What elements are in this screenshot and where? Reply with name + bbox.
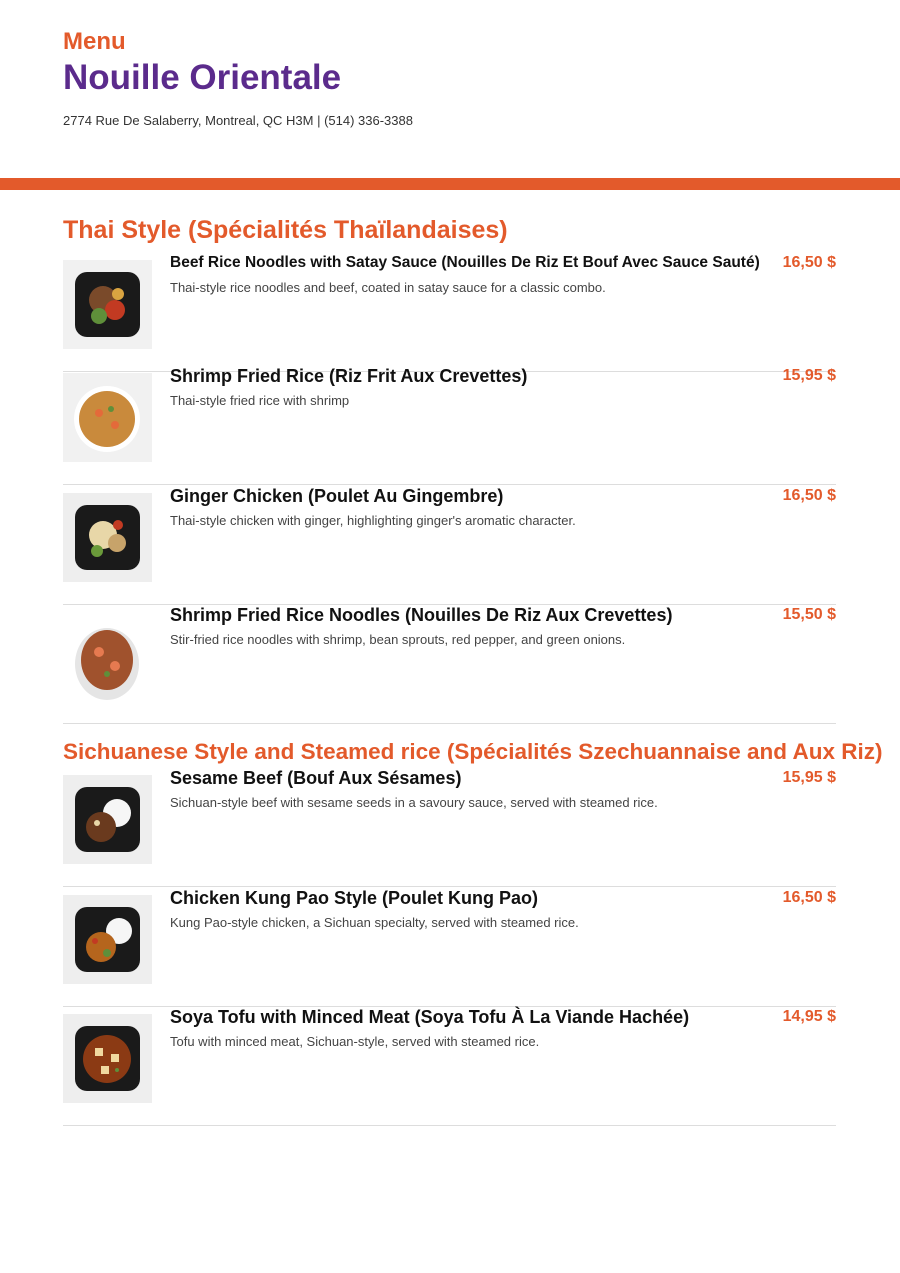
section-title-sichuanese: Sichuanese Style and Steamed rice (Spécialités Szechuannaise and Aux Riz) (63, 739, 883, 764)
menu-item[interactable] (63, 767, 836, 887)
item-divider (63, 723, 836, 724)
item-name: Shrimp Fried Rice Noodles (Nouilles De Riz Aux Crevettes) (170, 605, 673, 625)
menu-item[interactable] (63, 887, 836, 1007)
dish-photo (63, 373, 152, 462)
item-name: Chicken Kung Pao Style (Poulet Kung Pao) (170, 888, 539, 908)
dish-photo (63, 493, 152, 582)
item-divider (63, 1125, 836, 1126)
restaurant-name: Nouille Orientale (63, 58, 342, 97)
item-name: Ginger Chicken (Poulet Au Gingembre) (170, 486, 504, 506)
item-name: Shrimp Fried Rice (Riz Frit Aux Crevettes) (170, 366, 528, 386)
dish-photo (63, 1014, 152, 1103)
item-description: Thai-style rice noodles and beef, coated in satay sauce for a classic combo. (170, 280, 606, 295)
item-name: Soya Tofu with Minced Meat (Soya Tofu À La Viande Hachée) (170, 1007, 690, 1027)
dish-photo (63, 260, 152, 349)
item-price: 15,95 $ (782, 367, 836, 384)
restaurant-address: 2774 Rue De Salaberry, Montreal, QC H3M | (514) 336-3388 (63, 113, 413, 128)
dish-photo (63, 612, 152, 701)
item-price: 16,50 $ (782, 254, 836, 271)
item-price: 15,50 $ (782, 606, 836, 623)
item-name: Beef Rice Noodles with Satay Sauce (Nouilles De Riz Et Bouf Avec Sauce Sauté) (170, 254, 760, 271)
item-description: Thai-style fried rice with shrimp (170, 393, 350, 408)
item-description: Sichuan-style beef with sesame seeds in a savoury sauce, served with steamed rice. (170, 795, 658, 810)
dish-photo (63, 895, 152, 984)
item-description: Stir-fried rice noodles with shrimp, bean sprouts, red pepper, and green onions. (170, 632, 626, 647)
menu-item[interactable] (63, 604, 836, 724)
menu-item[interactable] (63, 252, 836, 372)
item-name: Sesame Beef (Bouf Aux Sésames) (170, 768, 462, 788)
item-price: 15,95 $ (782, 769, 836, 786)
section-title-thai: Thai Style (Spécialités Thaïlandaises) (63, 216, 508, 244)
item-description: Tofu with minced meat, Sichuan-style, served with steamed rice. (170, 1034, 540, 1049)
menu-header (63, 28, 863, 129)
menu-label: Menu (63, 28, 126, 55)
menu-item[interactable] (63, 485, 836, 605)
item-description: Thai-style chicken with ginger, highlighting ginger's aromatic character. (170, 513, 576, 528)
item-price: 16,50 $ (782, 889, 836, 906)
item-description: Kung Pao-style chicken, a Sichuan specialty, served with steamed rice. (170, 915, 579, 930)
item-price: 16,50 $ (782, 487, 836, 504)
menu-item[interactable] (63, 365, 836, 485)
dish-photo (63, 775, 152, 864)
menu-item[interactable] (63, 1006, 836, 1126)
item-price: 14,95 $ (782, 1008, 836, 1025)
header-divider-bar (0, 178, 900, 190)
